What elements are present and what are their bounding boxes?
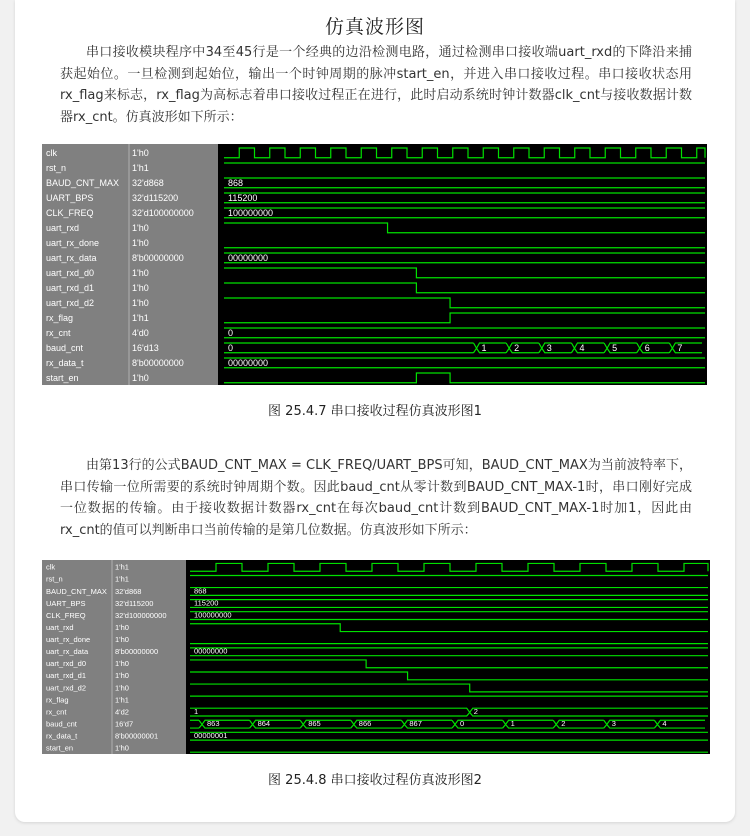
wf2-uart-bps-bus-value: 115200: [194, 598, 219, 608]
wf2-clk-trace: [190, 563, 708, 571]
wf1-uart-rxd-d1-value: 1'h0: [132, 282, 149, 293]
wf2-rx-data-t-name: rx_data_t: [46, 731, 78, 741]
wf2-uart-rx-data-name: uart_rx_data: [46, 647, 89, 657]
wf2-rx-cnt-bus-value-start: 1: [194, 707, 199, 717]
wf2-uart-rxd-d2-trace: [190, 684, 708, 692]
waveform-figure-1: [42, 144, 707, 385]
wf2-rx-data-t-value: 8'b00000001: [115, 731, 159, 741]
wf2-rst-n-name: rst_n: [46, 574, 63, 584]
wf2-clk-freq-trace: [190, 612, 708, 620]
wf1-uart-rxd-d2-trace: [224, 298, 705, 308]
wf1-uart-rx-data-value: 8'b00000000: [132, 252, 184, 263]
figure-caption-1: 图 25.4.7 串口接收过程仿真波形图1: [268, 404, 482, 419]
wf2-uart-rxd-trace: [190, 624, 708, 632]
wf2-uart-rxd-d1-name: uart_rxd_d1: [46, 671, 87, 681]
wf2-uart-rxd-d2-name: uart_rxd_d2: [46, 683, 87, 693]
explanation-paragraph: 由第13行的公式BAUD_CNT_MAX = CLK_FREQ/UART_BPS可知，BAUD_CNT_MAX为当前波特率下，串口传输一位所需要的系统时钟周期个数。因此baud_cnt从零计数到BAUD_CNT_MAX-1时，串口刚好完成一位数据的传输。由于接收数据计数器rx_cnt在每次baud_cnt计数到BAUD_CNT_MAX-1时加1，因此由rx_cnt的值可以判断串口当前传输的是第几位数据。仿真波形如下所示：: [60, 458, 692, 538]
wf1-uart-rxd-d0-trace: [224, 268, 705, 278]
wf1-rx-data-t-name: rx_data_t: [46, 357, 84, 368]
wf1-rx-cnt-value: 4'd0: [132, 327, 149, 338]
waveform-figure-2: [42, 560, 710, 754]
wf2-baud-cnt-max-trace: [190, 588, 708, 596]
wf2-rx-data-t-bus-value: 00000001: [194, 731, 228, 741]
wf2-uart-bps-name: UART_BPS: [46, 598, 86, 608]
wf1-rx-cnt-bus-value: 0: [228, 327, 234, 338]
wf1-clk-trace: [224, 148, 705, 158]
wf1-clk-freq-name: CLK_FREQ: [46, 207, 94, 218]
wf1-uart-rxd-d0-value: 1'h0: [132, 267, 149, 278]
wf2-uart-rxd-name: uart_rxd: [46, 622, 74, 632]
wf1-baud-cnt-trace: [224, 343, 702, 353]
wf1-uart-rxd-d2-name: uart_rxd_d2: [46, 297, 95, 308]
wf2-baud-cnt-label-865: 865: [308, 719, 321, 729]
wf1-rst-n-value: 1'h1: [132, 162, 149, 173]
wf2-uart-rx-done-name: uart_rx_done: [46, 635, 91, 645]
wf1-baud-cnt-label-6: 6: [644, 342, 650, 353]
wf1-baud-cnt-value: 16'd13: [132, 342, 159, 353]
wf1-baud-cnt-label-1: 1: [481, 342, 487, 353]
wf1-rst-n-name: rst_n: [46, 162, 67, 173]
intro-paragraph: 串口接收模块程序中34至45行是一个经典的边沿检测电路，通过检测串口接收端uart_rxd的下降沿来捕获起始位。一旦检测到起始位，输出一个时钟周期的脉冲start_en，并进入串口接收过程。串口接收状态用rx_flag来标志，rx_flag为高标志着串口接收过程正在进行，此时启动系统时钟计数器clk_cnt与接收数据计数器rx_cnt。仿真波形如下所示：: [60, 45, 692, 125]
wf2-uart-rxd-d1-value: 1'h0: [115, 671, 129, 681]
wf1-clk-value: 1'h0: [132, 147, 149, 158]
wf1-baud-cnt-max-value: 32'd868: [132, 177, 164, 188]
wf1-baud-cnt-label-4: 4: [579, 342, 585, 353]
wf2-uart-rxd-d0-trace: [190, 660, 708, 668]
wf1-uart-bps-value: 32'd115200: [132, 192, 179, 203]
wf2-baud-cnt-label-863: 863: [207, 719, 220, 729]
wf1-baud-cnt-max-bus-value: 868: [228, 177, 244, 188]
wf2-uart-rxd-d0-value: 1'h0: [115, 659, 129, 669]
wf2-uart-rxd-d0-name: uart_rxd_d0: [46, 659, 87, 669]
wf1-uart-rx-data-name: uart_rx_data: [46, 252, 97, 263]
wf1-start-en-value: 1'h0: [132, 372, 149, 383]
wf2-start-en-name: start_en: [46, 743, 74, 753]
wf2-baud-cnt-label-867: 867: [409, 719, 422, 729]
wf1-uart-rxd-name: uart_rxd: [46, 222, 80, 233]
wf2-uart-rxd-value: 1'h0: [115, 622, 129, 632]
wf1-uart-rxd-d2-value: 1'h0: [132, 297, 149, 308]
wf1-baud-cnt-label-start: 0: [228, 342, 234, 353]
wf1-baud-cnt-label-3: 3: [546, 342, 552, 353]
figure-caption-2: 图 25.4.8 串口接收过程仿真波形图2: [268, 773, 482, 788]
wf1-uart-rxd-trace: [224, 223, 705, 233]
wf2-clk-value: 1'h1: [115, 562, 129, 572]
wf2-clk-name: clk: [46, 562, 56, 572]
wf2-rx-data-t-trace: [190, 732, 708, 740]
wf2-rx-cnt-value: 4'd2: [115, 707, 129, 717]
wf1-uart-bps-name: UART_BPS: [46, 192, 94, 203]
wf2-uart-bps-value: 32'd115200: [115, 598, 154, 608]
wf1-rx-cnt-name: rx_cnt: [46, 327, 71, 338]
wf1-clk-name: clk: [46, 147, 57, 158]
wf1-uart-rx-done-name: uart_rx_done: [46, 237, 100, 248]
wf2-rx-flag-value: 1'h1: [115, 695, 129, 705]
wf2-baud-cnt-max-name: BAUD_CNT_MAX: [46, 586, 107, 596]
wf2-rx-cnt-trace: [190, 708, 708, 716]
wf2-baud-cnt-label-3: 3: [611, 719, 616, 729]
wf1-uart-rxd-d1-name: uart_rxd_d1: [46, 282, 95, 293]
page-title: 仿真波形图: [324, 16, 425, 38]
wf1-uart-rx-data-trace: [224, 253, 705, 263]
wf1-start-en-name: start_en: [46, 372, 79, 383]
wf1-uart-rx-data-bus-value: 00000000: [228, 252, 269, 263]
wf1-rx-cnt-trace: [224, 328, 705, 338]
wf2-baud-cnt-label-1: 1: [510, 719, 515, 729]
wf1-clk-freq-trace: [224, 208, 705, 218]
waveform-svg-1: [42, 144, 707, 385]
wf2-uart-rxd-d1-trace: [190, 672, 708, 680]
wf2-uart-rx-data-bus-value: 00000000: [194, 646, 228, 656]
wf1-baud-cnt-label-2: 2: [514, 342, 520, 353]
wf2-rx-cnt-bus-value-mid: 2: [473, 707, 478, 717]
wf2-start-en-value: 1'h0: [115, 743, 129, 753]
wf2-uart-bps-trace: [190, 600, 708, 608]
waveform-svg-2: [42, 560, 710, 754]
wf1-rx-data-t-bus-value: 00000000: [228, 357, 269, 368]
wf2-clk-freq-bus-value: 100000000: [194, 610, 232, 620]
wf1-start-en-trace: [224, 373, 705, 383]
wf2-uart-rx-data-value: 8'b00000000: [115, 647, 159, 657]
wf2-baud-cnt-name: baud_cnt: [46, 719, 77, 729]
wf2-baud-cnt-max-bus-value: 868: [194, 586, 207, 596]
wf1-baud-cnt-max-name: BAUD_CNT_MAX: [46, 177, 120, 188]
wf2-rx-cnt-name: rx_cnt: [46, 707, 67, 717]
wf2-baud-cnt-label-0: 0: [460, 719, 465, 729]
wf1-uart-rxd-value: 1'h0: [132, 222, 149, 233]
wf2-baud-cnt-label-866: 866: [358, 719, 372, 729]
wf2-baud-cnt-label-2: 2: [561, 719, 566, 729]
wf1-clk-freq-bus-value: 100000000: [228, 207, 274, 218]
wf2-baud-cnt-max-value: 32'd868: [115, 586, 142, 596]
wf2-clk-freq-name: CLK_FREQ: [46, 610, 86, 620]
wf1-rx-flag-value: 1'h1: [132, 312, 149, 323]
wf2-rx-flag-name: rx_flag: [46, 695, 69, 705]
wf1-baud-cnt-label-7: 7: [677, 342, 683, 353]
wf2-uart-rx-data-trace: [190, 648, 708, 656]
wf1-baud-cnt-max-trace: [224, 178, 705, 188]
wf2-baud-cnt-label-4: 4: [662, 719, 667, 729]
wf1-rx-data-t-trace: [224, 358, 705, 368]
wf1-uart-rxd-d0-name: uart_rxd_d0: [46, 267, 95, 278]
wf1-baud-cnt-name: baud_cnt: [46, 342, 84, 353]
wf1-uart-rxd-d1-trace: [224, 283, 705, 293]
wf1-rx-data-t-value: 8'b00000000: [132, 357, 184, 368]
wf1-rx-flag-name: rx_flag: [46, 312, 74, 323]
wf1-uart-bps-trace: [224, 193, 705, 203]
wf1-baud-cnt-label-5: 5: [612, 342, 618, 353]
wf2-uart-rx-done-value: 1'h0: [115, 635, 129, 645]
wf2-rst-n-value: 1'h1: [115, 574, 129, 584]
wf2-baud-cnt-value: 16'd7: [115, 719, 134, 729]
wf1-clk-freq-value: 32'd100000000: [132, 207, 194, 218]
wf1-rx-flag-trace: [224, 313, 705, 323]
wf2-baud-cnt-label-864: 864: [257, 719, 271, 729]
wf2-uart-rxd-d2-value: 1'h0: [115, 683, 129, 693]
wf1-uart-rx-done-value: 1'h0: [132, 237, 149, 248]
wf2-clk-freq-value: 32'd100000000: [115, 610, 167, 620]
wf1-uart-bps-bus-value: 115200: [228, 192, 258, 203]
